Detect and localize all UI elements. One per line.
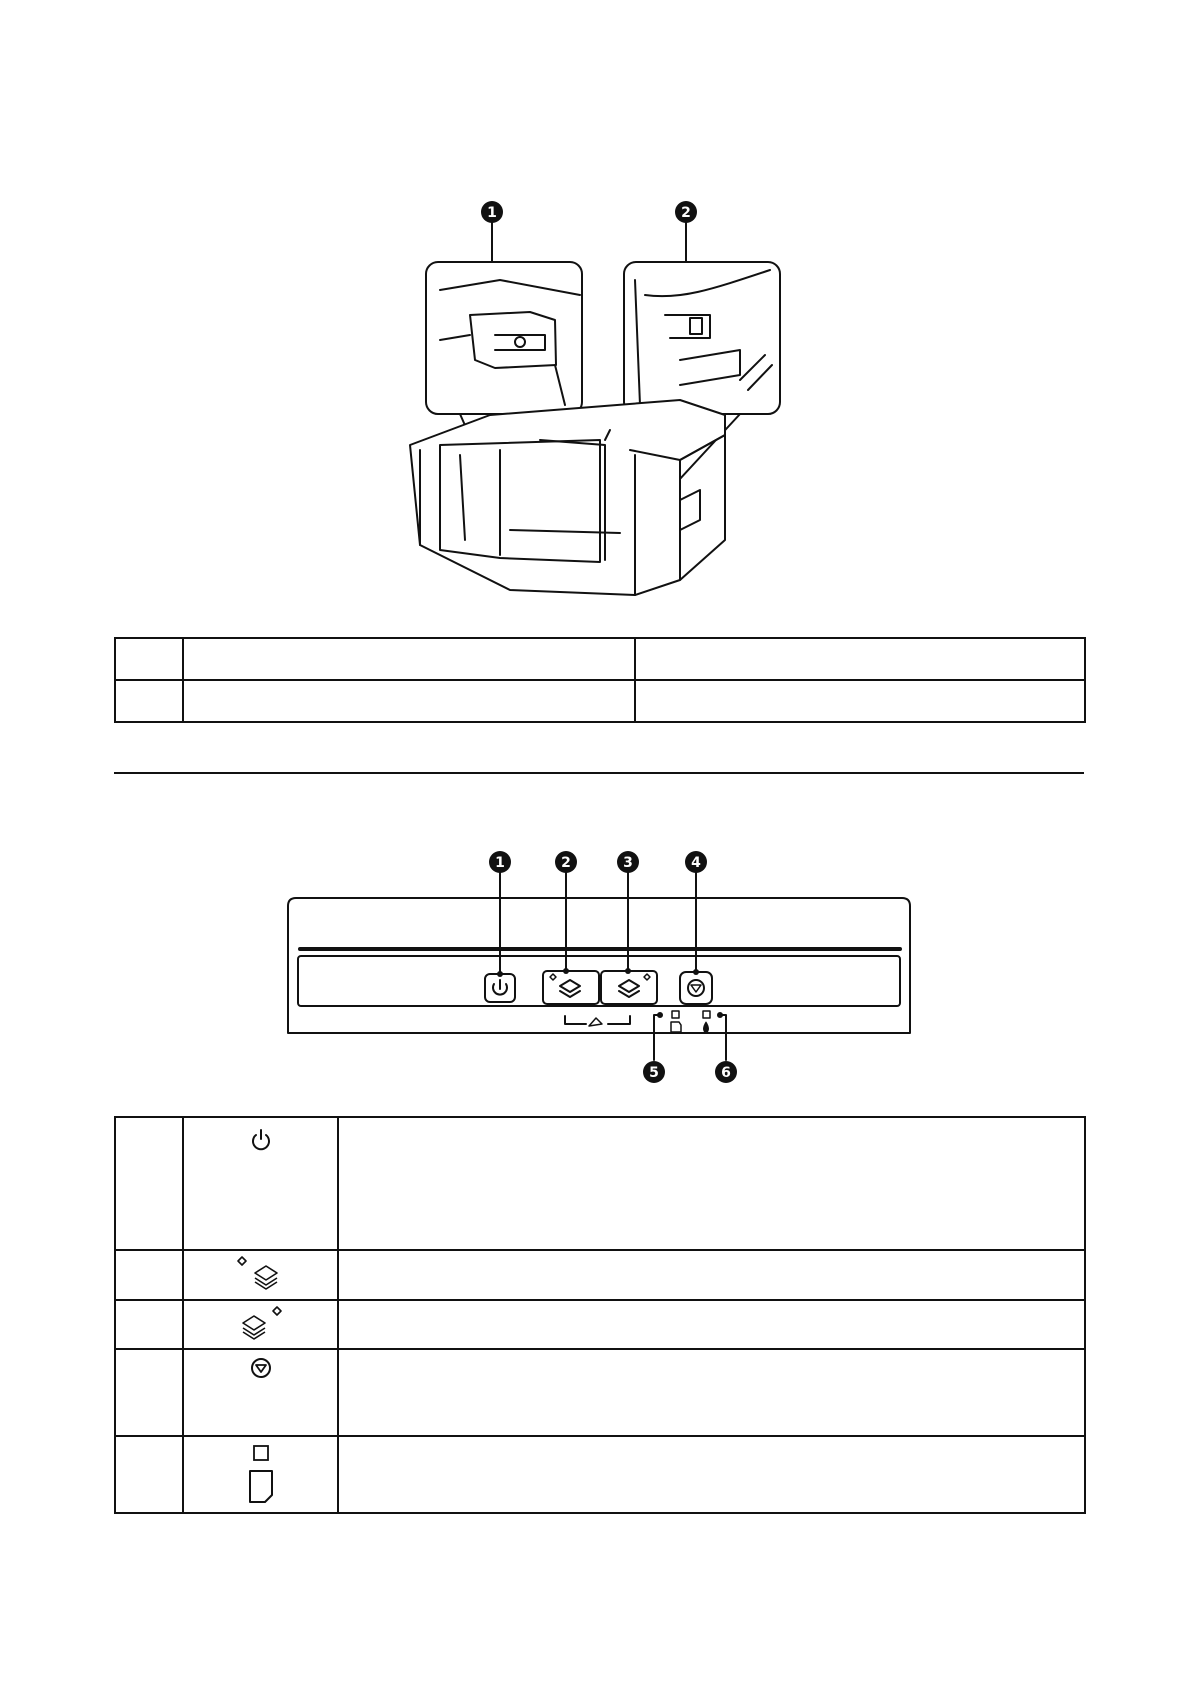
- table-row: [115, 1349, 1085, 1436]
- rear-parts-table: [114, 637, 1086, 723]
- table-row: [115, 1300, 1085, 1349]
- icon-cell: [183, 1250, 338, 1300]
- row-number: [115, 1250, 183, 1300]
- row-number: [115, 1117, 183, 1250]
- panel-callout-4-label: 4: [691, 855, 701, 871]
- panel-callout-1-label: 1: [495, 855, 505, 871]
- callout-2-label: 2: [681, 205, 691, 221]
- icon-cell: [183, 1117, 338, 1250]
- panel-callout-3-label: 3: [623, 855, 633, 871]
- section-divider: [114, 772, 1084, 774]
- row-description: [338, 1250, 1085, 1300]
- panel-callout-5-label: 5: [649, 1065, 659, 1081]
- copy-bw-icon: [233, 1253, 289, 1293]
- part-description: [635, 638, 1085, 680]
- row-description: [338, 1349, 1085, 1436]
- control-panel-table: [114, 1116, 1086, 1514]
- row-description: [338, 1436, 1085, 1513]
- icon-cell: [183, 1349, 338, 1436]
- row-number: [115, 1436, 183, 1513]
- control-panel-figure: [280, 850, 920, 1090]
- part-name: [183, 680, 635, 722]
- stop-icon: [249, 1356, 273, 1380]
- row-description: [338, 1117, 1085, 1250]
- table-row: [115, 638, 1085, 680]
- row-number: [115, 680, 183, 722]
- row-description: [338, 1300, 1085, 1349]
- row-number: [115, 638, 183, 680]
- power-icon: [249, 1128, 273, 1152]
- table-row: [115, 680, 1085, 722]
- row-number: [115, 1300, 183, 1349]
- icon-cell: [183, 1300, 338, 1349]
- paper-light-icon: [245, 1443, 277, 1507]
- table-row: [115, 1117, 1085, 1250]
- copy-color-icon: [233, 1303, 289, 1343]
- panel-callout-6-label: 6: [721, 1065, 731, 1081]
- icon-cell: [183, 1436, 338, 1513]
- panel-callout-2-label: 2: [561, 855, 571, 871]
- printer-rear-figure: [380, 200, 800, 610]
- table-row: [115, 1436, 1085, 1513]
- part-name: [183, 638, 635, 680]
- row-number: [115, 1349, 183, 1436]
- part-description: [635, 680, 1085, 722]
- table-row: [115, 1250, 1085, 1300]
- callout-1-label: 1: [487, 205, 497, 221]
